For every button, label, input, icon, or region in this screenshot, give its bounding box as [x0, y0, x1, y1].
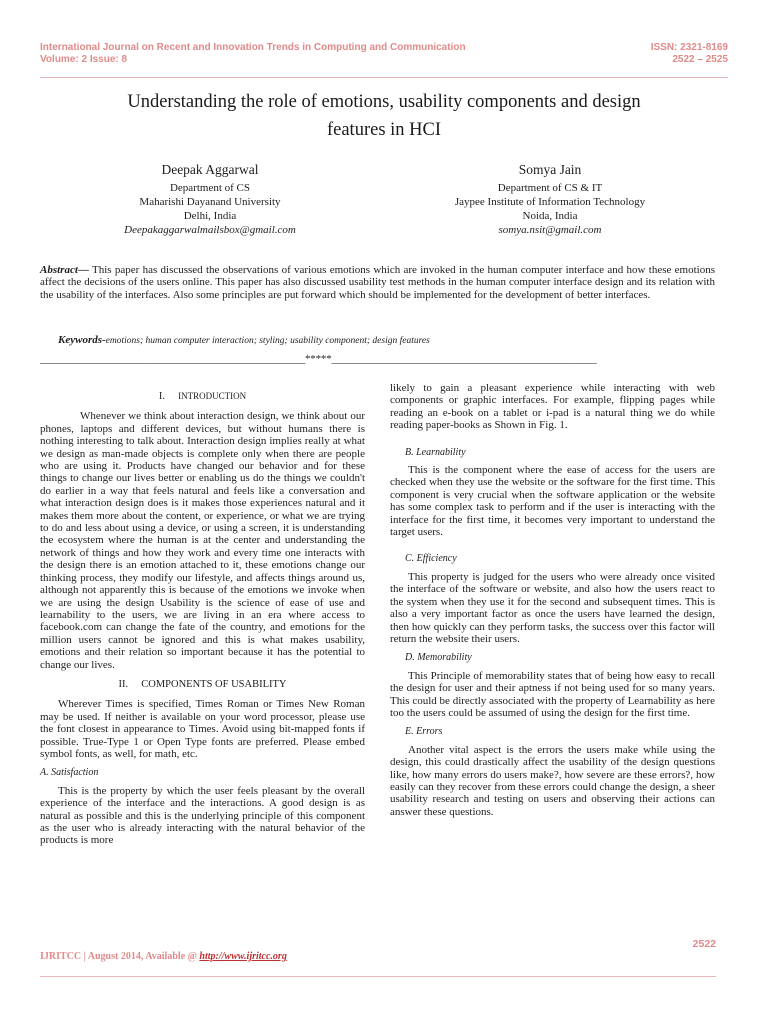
keywords-label: Keywords-	[58, 334, 106, 346]
issn: ISSN: 2321-8169	[650, 42, 728, 53]
section-number: II.	[118, 678, 129, 690]
section-title: COMPONENTS OF USABILITY	[141, 678, 287, 690]
keywords	[58, 334, 728, 346]
author-location: Noida, India	[522, 210, 578, 222]
abstract-label: Abstract—	[40, 264, 89, 276]
left-column	[40, 382, 365, 847]
footer-citation	[40, 951, 287, 962]
section-heading-introduction	[40, 390, 365, 403]
author-location: Delhi, India	[183, 210, 237, 222]
subsection-heading-errors: E. Errors	[405, 726, 443, 738]
footer-text: IJRITCC | August 2014, Available @	[40, 951, 200, 962]
learnability-paragraph: This is the component where the ease of access for the users are checked when they use the website or the software for the first time. This component is very crucial when the software application or the website has some complex task to perform and if the user is interacting with the interface for the first time, it becomes very important to understand the target users.	[390, 464, 715, 539]
page-range: 2522 – 2525	[672, 54, 728, 65]
author-email: Deepakaggarwalmailsbox@gmail.com	[124, 224, 296, 236]
page-number: 2522	[692, 938, 716, 950]
components-paragraph: Wherever Times is specified, Times Roman or Times New Roman may be used. If neither is available on your word processor, please use the font closest in appearance to Times. Avoid using bit-mapped fonts if possible. True-Type 1 or Open Type fonts are preferred. Please embed symbol fonts, as well, for math, etc.	[40, 698, 365, 760]
efficiency-paragraph: This property is judged for the users who were already once visited the interface of the software or website, and also how the users react to the system when they use it for the second and subsequent times. This is also a very important factor as once the users have learned the design, then how quickly can they perform tasks, the success over this factor will return the website their users.	[390, 570, 715, 645]
subsection-heading-learnability: B. Learnability	[405, 446, 466, 458]
author-block-1	[90, 163, 330, 237]
journal-website-link[interactable]: http://www.ijritcc.org	[199, 951, 287, 962]
author-institution: Maharishi Dayanand University	[139, 196, 281, 208]
errors-paragraph: Another vital aspect is the errors the users make while using the design, this could drastically affect the usability of the design questions like, how many errors do users make?, how severe are these errors?, how easily can they recover from these errors could change the design, a sheer usability research and testing on users and observing their actions can answer these questions.	[390, 743, 715, 818]
subsection-heading-memorability: D. Memorability	[405, 652, 472, 664]
section-title: INTRODUCTION	[178, 391, 247, 401]
author-department: Department of CS & IT	[497, 182, 603, 194]
volume-issue: Volume: 2 Issue: 8	[40, 54, 128, 65]
author-name: Deepak Aggarwal	[161, 162, 259, 177]
subsection-heading-satisfaction: A. Satisfaction	[40, 767, 99, 779]
keywords-text: emotions; human computer interaction; styling; usability component; design features	[105, 336, 430, 346]
author-block-2	[420, 163, 680, 237]
author-email: somya.nsit@gmail.com	[498, 224, 602, 236]
title-line-1: Understanding the role of emotions, usability components and design	[127, 92, 641, 112]
section-separator: __________________________________________________*****__________________________________________________	[40, 353, 597, 365]
abstract	[40, 264, 715, 301]
author-institution: Jaypee Institute of Information Technology	[454, 196, 646, 208]
footer-divider	[40, 976, 716, 977]
memorability-paragraph: This Principle of memorability states that of being how easy to recall the design for user and their aptness if not being used for so many years. This could be directly associated with the property of Learnability as here too the users could be assumed of using the design for the first time.	[390, 669, 715, 719]
author-department: Department of CS	[169, 182, 251, 194]
introduction-paragraph: Whenever we think about interaction design, we think about our phones, laptops and different devices, but without humans there is nothing interesting to talk about. Interaction design implies really at what we design as man-made objects is complete only when there are people who are using it. Products have changed our behavior and for these things to change our lives better or enabling us do the things we couldn't do earlier in a way that feels natural and feels like a conversation and what interaction design does is it makes those experiences natural and it makes them more about the content, or experience, or what we are trying to do and less about using a device, or using a screen, it is understanding the ecosystem where the human is at the center and understanding the network of things and how they work and every time one interacts with the design there is an emotion attached to it, these emotions change our thinking process, they modify our lifestyle, and affects things around us, although not apparently this is because of the emotions we invoke when we are using the design Usability is the science of ease of use and learnability to the users, we are living in an era where access to facebook.com can change the fate of the country, and emotions for the million users cannot be ignored and this is what makes usability, emotions and their relation so important because it has the potential to change our lives.	[40, 410, 365, 671]
section-heading-components	[40, 679, 365, 691]
journal-name: International Journal on Recent and Innovation Trends in Computing and Communication	[40, 42, 466, 53]
subsection-heading-efficiency: C. Efficiency	[405, 553, 457, 565]
section-number: I.	[158, 391, 165, 402]
right-column	[390, 382, 715, 818]
running-header-right	[651, 42, 728, 66]
running-header-left	[40, 42, 466, 66]
satisfaction-paragraph: This is the property by which the user feels pleasant by the overall experience of the interface and the interactions. A good design is as natural as possible and this is the underlying principle of this component as the user who is already interacting with the natural behavior of the products is more	[40, 784, 365, 847]
abstract-text: This paper has discussed the observations of various emotions which are invoked in the human computer interface and how these emotions affect the decisions of the users online. This paper has also discussed usability test methods in the human computer interface design and its relation with the usability of the interfaces. Also some principles are put forward which should be implemented for the development of better interfaces.	[40, 264, 715, 301]
header-divider	[40, 77, 728, 78]
title-line-2: features in HCI	[326, 120, 442, 140]
author-name: Somya Jain	[518, 162, 582, 177]
satisfaction-continued-paragraph: likely to gain a pleasant experience while interacting with web components or graphic interfaces. For example, flipping pages while reading an e-book on a tablet or i-pad is a natural thing we do while reading paper-books as Shown in Fig. 1.	[390, 382, 715, 432]
paper-title	[80, 88, 688, 144]
